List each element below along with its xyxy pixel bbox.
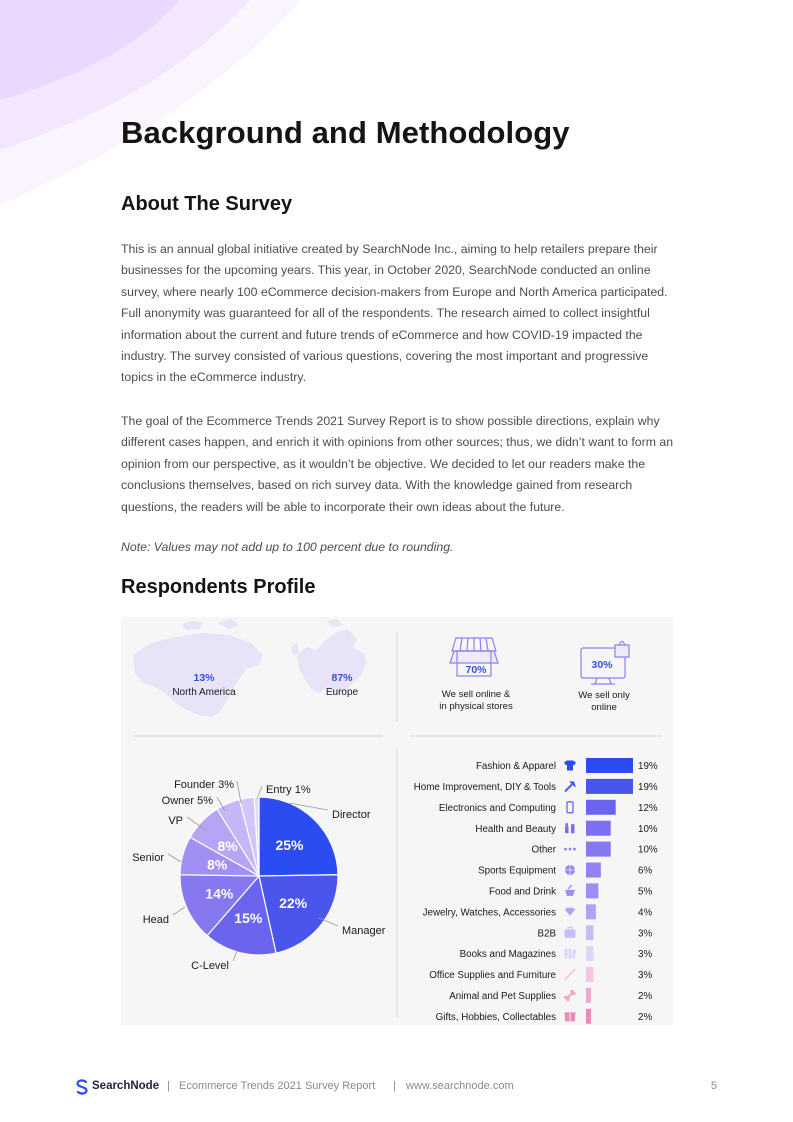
footer-website-link[interactable]: www.searchnode.com bbox=[406, 1080, 514, 1092]
industry-label-b2b: B2B bbox=[537, 928, 556, 940]
pie-category-label: Director bbox=[332, 809, 371, 821]
industry-label-jewelry-watches-accessories: Jewelry, Watches, Accessories bbox=[422, 907, 556, 919]
industry-value-label: 4% bbox=[638, 907, 653, 919]
industry-bar-fashion-apparel bbox=[586, 758, 633, 773]
pie-slice-value-label: 22% bbox=[279, 894, 308, 911]
bone-icon bbox=[564, 990, 576, 1002]
footer-separator: | bbox=[167, 1080, 170, 1092]
pie-category-label: Head bbox=[142, 914, 169, 926]
industry-bar-food-and-drink bbox=[586, 883, 598, 898]
gift-icon bbox=[565, 1012, 576, 1021]
page-title: Background and Methodology bbox=[121, 115, 570, 150]
pie-category-label: VP bbox=[168, 815, 183, 827]
industry-label-electronics-and-computing: Electronics and Computing bbox=[438, 802, 556, 814]
industry-value-label: 19% bbox=[638, 761, 658, 773]
north-america-label: North America bbox=[172, 687, 236, 698]
pie-slice-value-label: 25% bbox=[275, 837, 304, 854]
industry-label-books-and-magazines: Books and Magazines bbox=[459, 949, 556, 961]
online-only-label-1: We sell only bbox=[578, 690, 630, 701]
footer-brand: SearchNode bbox=[92, 1080, 160, 1092]
industry-bar-animal-and-pet-supplies bbox=[586, 988, 591, 1003]
rounding-note: Note: Values may not add up to 100 percent due to rounding. bbox=[121, 540, 454, 554]
position-pie-chart bbox=[132, 779, 386, 972]
online-only-pct: 30% bbox=[591, 659, 613, 671]
industry-bar-jewelry-watches-accessories bbox=[586, 904, 596, 919]
pie-leader-line bbox=[233, 951, 237, 961]
industry-value-label: 10% bbox=[638, 844, 658, 856]
footer bbox=[75, 1078, 720, 1098]
ball-icon bbox=[565, 865, 575, 875]
pie-slice-value-label: 8% bbox=[206, 856, 228, 873]
footer-separator: | bbox=[393, 1080, 396, 1092]
north-america-map bbox=[133, 619, 263, 717]
industry-label-gifts-hobbies-collectables: Gifts, Hobbies, Collectables bbox=[435, 1011, 556, 1023]
industry-bar-office-supplies-and-furniture bbox=[586, 967, 593, 982]
industry-label-sports-equipment: Sports Equipment bbox=[478, 865, 556, 877]
intro-paragraph: This is an annual global initiative created by SearchNode Inc., aiming to help retailers prepare their businesses for the upcoming years. This year, in October 2020, SearchNode conducted an online survey, where nearly 100 eCommerce decision-makers from Europe and North America participated. Full anonymity was guaranteed for all of the respondents. The research aimed to collect insightful information about the current and future trends of eCommerce and how COVID-19 impacted the industry. The survey consisted of various questions, covering the most important and progressive topics in the eCommerce industry. bbox=[121, 242, 668, 385]
phone-icon bbox=[567, 802, 573, 813]
industry-bar-sports-equipment bbox=[586, 863, 601, 878]
online-only-label-2: online bbox=[591, 702, 617, 713]
pie-category-label: C-Level bbox=[191, 960, 229, 972]
industry-value-label: 3% bbox=[638, 928, 653, 940]
industry-label-office-supplies-and-furniture: Office Supplies and Furniture bbox=[429, 970, 556, 982]
online-physical-label-2: in physical stores bbox=[439, 701, 513, 712]
page-number: 5 bbox=[710, 1080, 717, 1092]
north-america-pct: 13% bbox=[193, 672, 215, 684]
industry-value-label: 3% bbox=[638, 949, 653, 961]
pie-slice-value-label: 14% bbox=[205, 885, 234, 902]
online-physical-pct: 70% bbox=[465, 664, 487, 676]
pie-category-label: Senior bbox=[132, 852, 164, 864]
industry-bar-home-improvement-diy-tools bbox=[586, 779, 633, 794]
industry-value-label: 12% bbox=[638, 802, 658, 814]
europe-map bbox=[291, 619, 367, 695]
online-physical-label-1: We sell online & bbox=[441, 689, 511, 700]
pen-icon bbox=[565, 970, 575, 980]
shirt-icon bbox=[564, 761, 576, 771]
pie-category-label: Owner 5% bbox=[161, 795, 213, 807]
cosmetics-icon bbox=[565, 823, 575, 833]
industry-value-label: 2% bbox=[638, 991, 653, 1002]
industry-bar-other bbox=[586, 842, 611, 857]
industry-label-health-and-beauty: Health and Beauty bbox=[475, 823, 556, 835]
hammer-icon bbox=[565, 781, 576, 791]
footer-report-title: Ecommerce Trends 2021 Survey Report bbox=[179, 1080, 376, 1092]
industry-bar-chart bbox=[414, 758, 658, 1024]
food-icon bbox=[565, 885, 575, 896]
industry-value-label: 6% bbox=[638, 865, 653, 877]
goal-paragraph: The goal of the Ecommerce Trends 2021 Survey Report is to show possible directions, explain why different cases happen, and enrich it with opinions from other sources; thus, we didn’t want to form an opinion from our perspective, as it wouldn’t be objective. We decided to let our readers make the conclusions themselves, based on rich survey data. With the knowledge gained from research questions, the readers will be able to incorporate their own ideas about the future. bbox=[121, 414, 674, 514]
searchnode-logo-icon bbox=[75, 1079, 89, 1095]
briefcase-icon bbox=[565, 927, 576, 938]
profile-heading: Respondents Profile bbox=[121, 576, 316, 598]
industry-label-food-and-drink: Food and Drink bbox=[489, 886, 556, 898]
industry-value-label: 3% bbox=[638, 970, 653, 982]
industry-value-label: 2% bbox=[638, 1011, 653, 1023]
industry-bar-b2b bbox=[586, 925, 593, 940]
gem-icon bbox=[565, 908, 575, 916]
industry-bar-gifts-hobbies-collectables bbox=[586, 1009, 591, 1024]
industry-value-label: 10% bbox=[638, 823, 658, 835]
pie-category-label: Manager bbox=[342, 925, 386, 937]
pie-leader-line bbox=[168, 854, 181, 862]
respondents-profile-panel bbox=[121, 617, 673, 1025]
industry-value-label: 5% bbox=[638, 886, 653, 898]
industry-label-other: Other bbox=[531, 844, 556, 856]
industry-label-home-improvement-diy-tools: Home Improvement, DIY & Tools bbox=[413, 782, 556, 793]
books-icon bbox=[565, 949, 577, 959]
about-heading: About The Survey bbox=[121, 193, 293, 215]
europe-pct: 87% bbox=[331, 672, 353, 684]
industry-bar-books-and-magazines bbox=[586, 946, 593, 961]
pie-category-label: Entry 1% bbox=[266, 784, 311, 796]
industry-bar-electronics-and-computing bbox=[586, 800, 616, 815]
industry-bar-health-and-beauty bbox=[586, 821, 611, 836]
industry-label-animal-and-pet-supplies: Animal and Pet Supplies bbox=[449, 991, 556, 1002]
europe-label: Europe bbox=[325, 687, 359, 698]
industry-label-fashion-apparel: Fashion & Apparel bbox=[475, 761, 556, 773]
pie-category-label: Founder 3% bbox=[174, 779, 234, 791]
pie-slice-value-label: 8% bbox=[217, 838, 238, 855]
dots-icon bbox=[564, 848, 576, 851]
pie-leader-line bbox=[173, 907, 185, 915]
pie-slice-value-label: 15% bbox=[234, 910, 263, 927]
industry-value-label: 19% bbox=[638, 782, 658, 793]
